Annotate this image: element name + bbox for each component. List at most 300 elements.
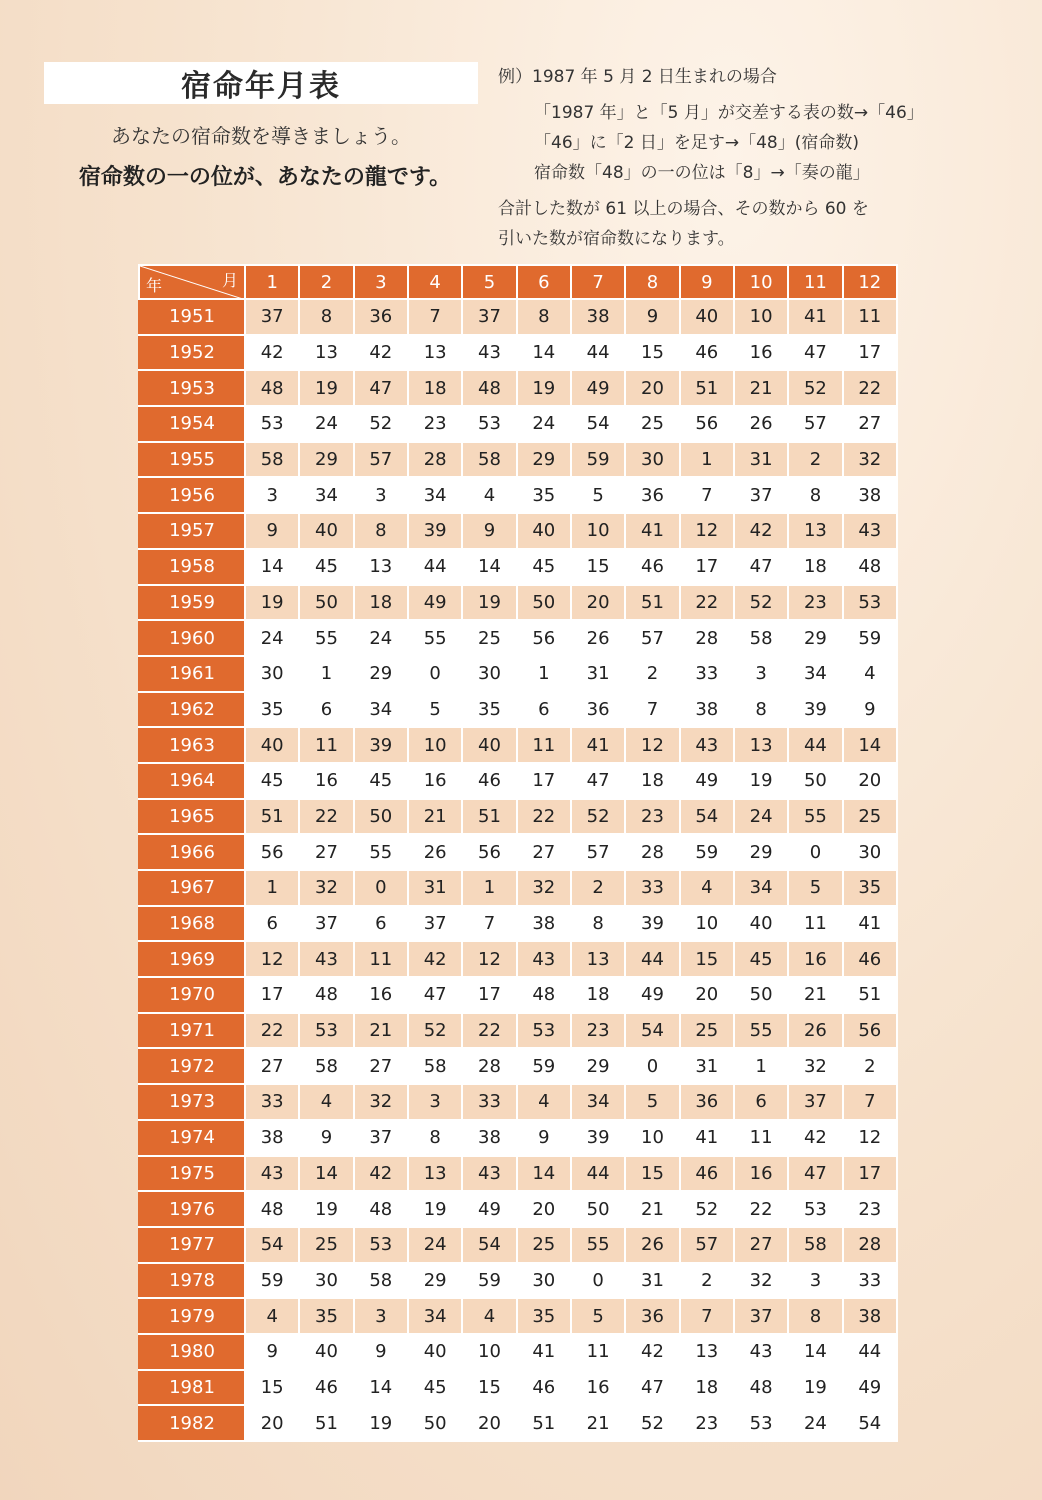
table-row xyxy=(139,1191,897,1227)
table-cell: 38 xyxy=(843,1298,897,1334)
table-cell: 18 xyxy=(408,370,462,406)
table-cell: 37 xyxy=(734,1298,788,1334)
table-cell: 14 xyxy=(517,1156,571,1192)
table-row xyxy=(139,1084,897,1120)
table-cell: 40 xyxy=(680,299,734,335)
table-cell: 33 xyxy=(843,1263,897,1299)
table-cell: 18 xyxy=(625,763,679,799)
table-cell: 16 xyxy=(408,763,462,799)
table-cell: 14 xyxy=(517,335,571,371)
table-cell: 44 xyxy=(571,335,625,371)
year-label: 1961 xyxy=(139,656,245,692)
year-label: 1959 xyxy=(139,585,245,621)
table-cell: 47 xyxy=(788,335,842,371)
table-cell: 23 xyxy=(625,799,679,835)
table-cell: 57 xyxy=(625,620,679,656)
table-cell: 11 xyxy=(788,906,842,942)
table-row xyxy=(139,370,897,406)
month-header-11: 11 xyxy=(788,265,842,299)
table-row xyxy=(139,513,897,549)
table-cell: 11 xyxy=(517,727,571,763)
year-label: 1966 xyxy=(139,834,245,870)
table-cell: 16 xyxy=(354,977,408,1013)
table-cell: 31 xyxy=(680,1048,734,1084)
year-label: 1970 xyxy=(139,977,245,1013)
table-cell: 50 xyxy=(734,977,788,1013)
table-cell: 37 xyxy=(788,1084,842,1120)
table-cell: 3 xyxy=(788,1263,842,1299)
table-cell: 33 xyxy=(625,870,679,906)
table-cell: 36 xyxy=(680,1084,734,1120)
table-cell: 13 xyxy=(299,335,353,371)
table-cell: 38 xyxy=(517,906,571,942)
table-cell: 26 xyxy=(734,406,788,442)
table-cell: 37 xyxy=(354,1120,408,1156)
table-cell: 43 xyxy=(734,1334,788,1370)
year-label: 1968 xyxy=(139,906,245,942)
subtitle-dragon: 宿命数の一の位が、あなたの龍です。 xyxy=(78,165,452,190)
table-cell: 46 xyxy=(462,763,516,799)
table-cell: 51 xyxy=(517,1405,571,1441)
table-cell: 22 xyxy=(843,370,897,406)
year-label: 1955 xyxy=(139,442,245,478)
table-cell: 55 xyxy=(408,620,462,656)
table-cell: 58 xyxy=(354,1263,408,1299)
table-cell: 3 xyxy=(245,477,299,513)
table-cell: 49 xyxy=(625,977,679,1013)
table-cell: 14 xyxy=(462,549,516,585)
table-cell: 32 xyxy=(788,1048,842,1084)
table-cell: 49 xyxy=(571,370,625,406)
table-cell: 20 xyxy=(625,370,679,406)
table-cell: 3 xyxy=(408,1084,462,1120)
table-cell: 23 xyxy=(788,585,842,621)
table-cell: 46 xyxy=(299,1370,353,1406)
table-cell: 57 xyxy=(680,1227,734,1263)
table-cell: 15 xyxy=(462,1370,516,1406)
table-cell: 37 xyxy=(245,299,299,335)
year-label: 1954 xyxy=(139,406,245,442)
table-cell: 16 xyxy=(788,941,842,977)
table-cell: 4 xyxy=(462,477,516,513)
table-cell: 41 xyxy=(680,1120,734,1156)
table-cell: 30 xyxy=(843,834,897,870)
table-cell: 19 xyxy=(788,1370,842,1406)
year-label: 1953 xyxy=(139,370,245,406)
table-cell: 35 xyxy=(299,1298,353,1334)
table-cell: 31 xyxy=(408,870,462,906)
table-cell: 31 xyxy=(571,656,625,692)
table-cell: 46 xyxy=(680,335,734,371)
year-label: 1975 xyxy=(139,1156,245,1192)
table-cell: 42 xyxy=(354,1156,408,1192)
table-cell: 33 xyxy=(462,1084,516,1120)
table-cell: 53 xyxy=(517,1013,571,1049)
table-cell: 48 xyxy=(245,370,299,406)
table-cell: 36 xyxy=(354,299,408,335)
table-cell: 8 xyxy=(354,513,408,549)
table-cell: 45 xyxy=(408,1370,462,1406)
table-cell: 32 xyxy=(354,1084,408,1120)
subtitle-intro: あなたの宿命数を導きましょう。 xyxy=(111,124,411,148)
table-cell: 31 xyxy=(734,442,788,478)
table-cell: 50 xyxy=(299,585,353,621)
table-cell: 11 xyxy=(299,727,353,763)
table-cell: 30 xyxy=(517,1263,571,1299)
table-cell: 14 xyxy=(299,1156,353,1192)
table-cell: 19 xyxy=(408,1191,462,1227)
example-line-4: 宿命数「48」の一の位は「8」→「奏の龍」 xyxy=(534,163,870,183)
month-header-12: 12 xyxy=(843,265,897,299)
table-cell: 5 xyxy=(571,477,625,513)
table-cell: 9 xyxy=(299,1120,353,1156)
table-cell: 52 xyxy=(408,1013,462,1049)
table-cell: 54 xyxy=(245,1227,299,1263)
table-cell: 19 xyxy=(734,763,788,799)
table-cell: 25 xyxy=(299,1227,353,1263)
table-cell: 13 xyxy=(408,1156,462,1192)
table-cell: 3 xyxy=(734,656,788,692)
table-cell: 16 xyxy=(571,1370,625,1406)
year-label: 1980 xyxy=(139,1334,245,1370)
table-cell: 51 xyxy=(299,1405,353,1441)
table-cell: 28 xyxy=(680,620,734,656)
table-cell: 46 xyxy=(625,549,679,585)
table-cell: 53 xyxy=(299,1013,353,1049)
table-cell: 49 xyxy=(462,1191,516,1227)
table-cell: 20 xyxy=(680,977,734,1013)
table-cell: 9 xyxy=(245,513,299,549)
table-cell: 46 xyxy=(843,941,897,977)
table-cell: 21 xyxy=(571,1405,625,1441)
table-cell: 43 xyxy=(299,941,353,977)
table-cell: 49 xyxy=(843,1370,897,1406)
table-cell: 35 xyxy=(462,692,516,728)
table-cell: 13 xyxy=(734,727,788,763)
table-row xyxy=(139,1156,897,1192)
table-cell: 32 xyxy=(517,870,571,906)
table-row xyxy=(139,1013,897,1049)
table-cell: 38 xyxy=(462,1120,516,1156)
table-cell: 47 xyxy=(734,549,788,585)
table-cell: 39 xyxy=(625,906,679,942)
table-cell: 17 xyxy=(680,549,734,585)
table-cell: 54 xyxy=(625,1013,679,1049)
table-cell: 21 xyxy=(734,370,788,406)
year-label: 1974 xyxy=(139,1120,245,1156)
table-cell: 50 xyxy=(517,585,571,621)
table-row xyxy=(139,1298,897,1334)
table-cell: 26 xyxy=(788,1013,842,1049)
table-cell: 23 xyxy=(680,1405,734,1441)
year-label: 1958 xyxy=(139,549,245,585)
table-cell: 1 xyxy=(245,870,299,906)
month-header-6: 6 xyxy=(517,265,571,299)
table-cell: 18 xyxy=(571,977,625,1013)
table-cell: 30 xyxy=(245,656,299,692)
table-cell: 35 xyxy=(517,1298,571,1334)
year-label: 1971 xyxy=(139,1013,245,1049)
table-cell: 14 xyxy=(788,1334,842,1370)
table-cell: 54 xyxy=(571,406,625,442)
table-cell: 24 xyxy=(788,1405,842,1441)
example-line-3: 「46」に「2 日」を足す→「48」(宿命数) xyxy=(534,133,859,153)
table-cell: 27 xyxy=(245,1048,299,1084)
year-label: 1982 xyxy=(139,1405,245,1441)
table-cell: 17 xyxy=(245,977,299,1013)
table-cell: 32 xyxy=(843,442,897,478)
table-cell: 22 xyxy=(299,799,353,835)
table-cell: 21 xyxy=(788,977,842,1013)
table-cell: 12 xyxy=(680,513,734,549)
table-cell: 39 xyxy=(408,513,462,549)
table-cell: 12 xyxy=(843,1120,897,1156)
table-cell: 39 xyxy=(571,1120,625,1156)
table-cell: 5 xyxy=(625,1084,679,1120)
table-cell: 44 xyxy=(571,1156,625,1192)
year-label: 1964 xyxy=(139,763,245,799)
table-cell: 17 xyxy=(462,977,516,1013)
table-cell: 50 xyxy=(408,1405,462,1441)
table-row xyxy=(139,1334,897,1370)
table-cell: 22 xyxy=(462,1013,516,1049)
table-cell: 40 xyxy=(734,906,788,942)
table-row xyxy=(139,335,897,371)
table-cell: 19 xyxy=(299,370,353,406)
table-cell: 40 xyxy=(517,513,571,549)
title-box xyxy=(44,62,478,104)
table-cell: 4 xyxy=(843,656,897,692)
table-cell: 2 xyxy=(571,870,625,906)
table-cell: 29 xyxy=(408,1263,462,1299)
table-cell: 57 xyxy=(788,406,842,442)
table-cell: 48 xyxy=(517,977,571,1013)
table-cell: 59 xyxy=(843,620,897,656)
table-cell: 6 xyxy=(354,906,408,942)
table-row xyxy=(139,727,897,763)
table-cell: 42 xyxy=(245,335,299,371)
table-cell: 19 xyxy=(517,370,571,406)
table-row xyxy=(139,549,897,585)
table-cell: 29 xyxy=(734,834,788,870)
table-cell: 8 xyxy=(788,477,842,513)
table-cell: 0 xyxy=(571,1263,625,1299)
table-cell: 13 xyxy=(354,549,408,585)
table-row xyxy=(139,656,897,692)
table-cell: 36 xyxy=(571,692,625,728)
table-cell: 4 xyxy=(680,870,734,906)
month-header-7: 7 xyxy=(571,265,625,299)
table-cell: 24 xyxy=(299,406,353,442)
table-cell: 11 xyxy=(571,1334,625,1370)
table-cell: 13 xyxy=(788,513,842,549)
table-cell: 6 xyxy=(245,906,299,942)
table-cell: 32 xyxy=(734,1263,788,1299)
table-cell: 31 xyxy=(625,1263,679,1299)
table-cell: 26 xyxy=(571,620,625,656)
table-cell: 59 xyxy=(245,1263,299,1299)
table-cell: 13 xyxy=(408,335,462,371)
table-cell: 47 xyxy=(625,1370,679,1406)
table-cell: 10 xyxy=(571,513,625,549)
table-cell: 16 xyxy=(734,1156,788,1192)
table-cell: 54 xyxy=(462,1227,516,1263)
table-cell: 35 xyxy=(843,870,897,906)
table-cell: 12 xyxy=(245,941,299,977)
table-cell: 30 xyxy=(462,656,516,692)
table-cell: 2 xyxy=(843,1048,897,1084)
table-row xyxy=(139,763,897,799)
table-row xyxy=(139,1370,897,1406)
table-cell: 45 xyxy=(517,549,571,585)
table-cell: 45 xyxy=(299,549,353,585)
table-cell: 24 xyxy=(517,406,571,442)
table-cell: 51 xyxy=(625,585,679,621)
table-cell: 53 xyxy=(245,406,299,442)
table-cell: 24 xyxy=(354,620,408,656)
table-row xyxy=(139,977,897,1013)
table-cell: 38 xyxy=(843,477,897,513)
example-line-1: 例）1987 年 5 月 2 日生まれの場合 xyxy=(498,67,777,87)
month-header-1: 1 xyxy=(245,265,299,299)
table-cell: 17 xyxy=(517,763,571,799)
table-cell: 32 xyxy=(299,870,353,906)
year-label: 1981 xyxy=(139,1370,245,1406)
table-cell: 19 xyxy=(462,585,516,621)
table-cell: 10 xyxy=(625,1120,679,1156)
table-row xyxy=(139,1227,897,1263)
table-cell: 58 xyxy=(734,620,788,656)
table-cell: 17 xyxy=(843,1156,897,1192)
year-label: 1960 xyxy=(139,620,245,656)
table-cell: 33 xyxy=(245,1084,299,1120)
year-label: 1967 xyxy=(139,870,245,906)
table-cell: 9 xyxy=(245,1334,299,1370)
table-row xyxy=(139,585,897,621)
table-cell: 49 xyxy=(680,763,734,799)
table-cell: 44 xyxy=(843,1334,897,1370)
table-cell: 34 xyxy=(299,477,353,513)
table-cell: 56 xyxy=(517,620,571,656)
year-label: 1976 xyxy=(139,1191,245,1227)
table-cell: 3 xyxy=(354,477,408,513)
table-cell: 30 xyxy=(625,442,679,478)
table-cell: 47 xyxy=(408,977,462,1013)
table-cell: 24 xyxy=(245,620,299,656)
table-cell: 35 xyxy=(245,692,299,728)
table-cell: 8 xyxy=(408,1120,462,1156)
table-cell: 33 xyxy=(680,656,734,692)
table-cell: 40 xyxy=(299,1334,353,1370)
table-cell: 53 xyxy=(788,1191,842,1227)
table-cell: 44 xyxy=(788,727,842,763)
table-row xyxy=(139,477,897,513)
table-cell: 55 xyxy=(571,1227,625,1263)
table-cell: 45 xyxy=(354,763,408,799)
table-cell: 28 xyxy=(408,442,462,478)
table-cell: 22 xyxy=(734,1191,788,1227)
table-cell: 37 xyxy=(408,906,462,942)
table-cell: 7 xyxy=(680,1298,734,1334)
table-cell: 42 xyxy=(734,513,788,549)
table-cell: 29 xyxy=(299,442,353,478)
year-label: 1973 xyxy=(139,1084,245,1120)
table-cell: 4 xyxy=(245,1298,299,1334)
table-cell: 49 xyxy=(408,585,462,621)
table-cell: 18 xyxy=(788,549,842,585)
table-cell: 34 xyxy=(408,1298,462,1334)
table-row xyxy=(139,692,897,728)
table-cell: 58 xyxy=(299,1048,353,1084)
year-label: 1952 xyxy=(139,335,245,371)
month-header-row xyxy=(139,265,897,299)
table-cell: 20 xyxy=(571,585,625,621)
table-cell: 10 xyxy=(734,299,788,335)
table-cell: 0 xyxy=(625,1048,679,1084)
table-cell: 44 xyxy=(408,549,462,585)
table-cell: 55 xyxy=(788,799,842,835)
table-cell: 7 xyxy=(408,299,462,335)
table-cell: 59 xyxy=(680,834,734,870)
table-cell: 9 xyxy=(462,513,516,549)
table-cell: 52 xyxy=(625,1405,679,1441)
month-header-9: 9 xyxy=(680,265,734,299)
table-cell: 36 xyxy=(625,1298,679,1334)
table-cell: 45 xyxy=(734,941,788,977)
table-cell: 27 xyxy=(299,834,353,870)
table-cell: 8 xyxy=(571,906,625,942)
table-cell: 5 xyxy=(571,1298,625,1334)
table-cell: 48 xyxy=(843,549,897,585)
table-cell: 48 xyxy=(354,1191,408,1227)
table-cell: 11 xyxy=(734,1120,788,1156)
table-cell: 48 xyxy=(734,1370,788,1406)
table-cell: 48 xyxy=(245,1191,299,1227)
table-cell: 20 xyxy=(517,1191,571,1227)
table-row xyxy=(139,834,897,870)
table-cell: 8 xyxy=(734,692,788,728)
table-cell: 9 xyxy=(843,692,897,728)
table-cell: 56 xyxy=(843,1013,897,1049)
table-cell: 48 xyxy=(462,370,516,406)
table-row xyxy=(139,406,897,442)
table-cell: 58 xyxy=(245,442,299,478)
table-cell: 47 xyxy=(788,1156,842,1192)
month-header-10: 10 xyxy=(734,265,788,299)
table-cell: 7 xyxy=(625,692,679,728)
table-cell: 34 xyxy=(354,692,408,728)
table-cell: 23 xyxy=(843,1191,897,1227)
table-cell: 48 xyxy=(299,977,353,1013)
table-cell: 25 xyxy=(517,1227,571,1263)
table-cell: 15 xyxy=(680,941,734,977)
table-cell: 14 xyxy=(245,549,299,585)
year-month-table xyxy=(138,264,898,1442)
example-note-2: 引いた数が宿命数になります。 xyxy=(498,229,735,249)
table-cell: 39 xyxy=(354,727,408,763)
table-cell: 22 xyxy=(245,1013,299,1049)
table-cell: 26 xyxy=(408,834,462,870)
table-cell: 58 xyxy=(788,1227,842,1263)
table-cell: 55 xyxy=(299,620,353,656)
table-cell: 19 xyxy=(245,585,299,621)
table-cell: 44 xyxy=(625,941,679,977)
table-cell: 1 xyxy=(299,656,353,692)
table-cell: 34 xyxy=(571,1084,625,1120)
table-cell: 15 xyxy=(625,1156,679,1192)
month-header-3: 3 xyxy=(354,265,408,299)
month-header-5: 5 xyxy=(462,265,516,299)
